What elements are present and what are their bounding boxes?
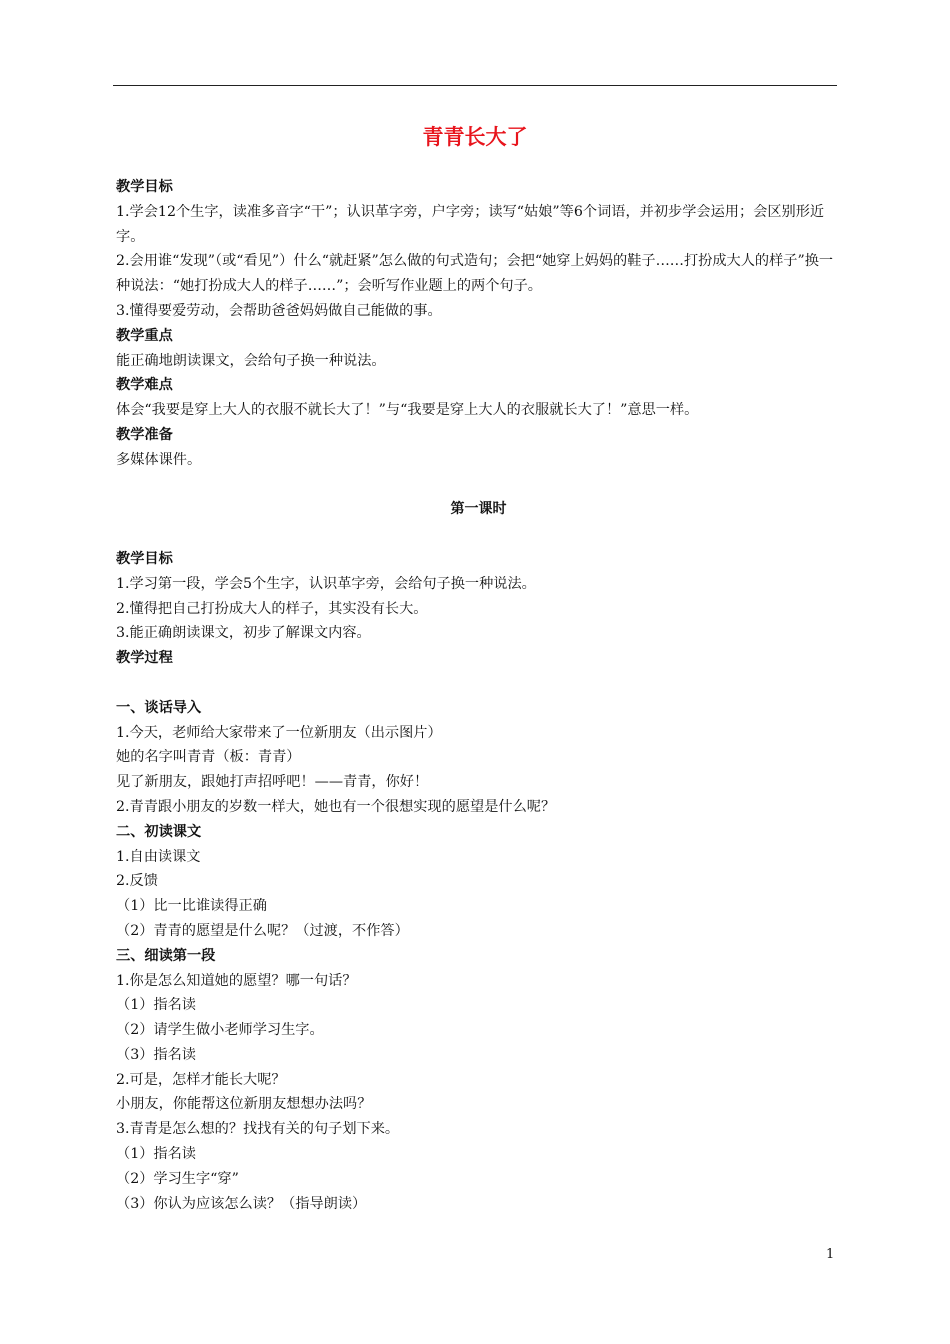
- part3-line: 3.青青是怎么想的？找找有关的句子划下来。: [116, 1121, 400, 1138]
- document-title: 青青长大了: [422, 125, 528, 149]
- part3-line: 2.可是，怎样才能长大呢？: [116, 1071, 286, 1088]
- part3-line: （3）指名读: [116, 1046, 196, 1063]
- spacer: [116, 671, 841, 696]
- part3-heading: 三、细读第一段: [116, 947, 216, 964]
- part1-line: 她的名字叫青青（板：青青）: [116, 749, 301, 766]
- part1-line: 2.青青跟小朋友的岁数一样大，她也有一个很想实现的愿望是什么呢？: [116, 798, 556, 815]
- page-number: 1: [826, 1247, 835, 1262]
- part2-line: （2）青青的愿望是什么呢？（过渡，不作答）: [116, 922, 409, 939]
- part3-line: （2）学习生字“穿”: [116, 1170, 239, 1187]
- difficulty-heading: 教学难点: [116, 377, 173, 394]
- difficulty-text: 体会“我要是穿上大人的衣服不就长大了！”与“我要是穿上大人的衣服就长大了！”意思一样。: [116, 402, 699, 419]
- lesson-goal-item: 3.能正确朗读课文，初步了解课文内容。: [116, 625, 371, 642]
- part1-line: 1.今天，老师给大家带来了一位新朋友（出示图片）: [116, 724, 442, 741]
- part3-line: 小朋友，你能帮这位新朋友想想办法吗？: [116, 1096, 372, 1113]
- part3-line: （1）指名读: [116, 1146, 196, 1163]
- preparation-text: 多媒体课件。: [116, 451, 202, 468]
- part2-line: 1.自由读课文: [116, 848, 201, 865]
- goal-item: 3.懂得要爱劳动，会帮助爸爸妈妈做自己能做的事。: [116, 302, 442, 319]
- preparation-heading: 教学准备: [116, 426, 173, 443]
- document-body: [116, 175, 841, 1216]
- part1-line: 见了新朋友，跟她打声招呼吧！——青青，你好！: [116, 774, 429, 791]
- spacer: [116, 473, 841, 498]
- lesson-goals-heading: 教学目标: [116, 550, 173, 567]
- key-points-heading: 教学重点: [116, 327, 173, 344]
- part3-line: （2）请学生做小老师学习生字。: [116, 1022, 324, 1039]
- spacer: [116, 522, 841, 547]
- part2-heading: 二、初读课文: [116, 823, 202, 840]
- process-heading: 教学过程: [116, 650, 173, 667]
- key-points-text: 能正确地朗读课文，会给句子换一种说法。: [116, 352, 386, 369]
- lesson-goal-item: 1.学习第一段，学会5个生字，认识革字旁，会给句子换一种说法。: [116, 575, 536, 592]
- part2-line: 2.反馈: [116, 873, 158, 890]
- part3-line: 1.你是怎么知道她的愿望？哪一句话？: [116, 972, 357, 989]
- lesson-heading: 第一课时: [450, 501, 507, 518]
- part3-line: （1）指名读: [116, 997, 196, 1014]
- header-rule: [113, 85, 837, 86]
- goal-item: 2.会用谁“发现”（或“看见”）什么“就赶紧”怎么做的句式造句；会把“她穿上妈妈的鞋子……打扮成大人的样子”换一种说法：“她打扮成大人的样子……”；会听写作业题上的两个句子。: [116, 253, 834, 295]
- goals-heading: 教学目标: [116, 179, 173, 195]
- goal-item: 1.学会12个生字，读准多音字“干”；认识革字旁，户字旁；读写“姑娘”等6个词语，并初步学会运用；会区别形近字。: [116, 203, 825, 245]
- part1-heading: 一、谈话导入: [116, 699, 202, 716]
- lesson-goal-item: 2.懂得把自己打扮成大人的样子，其实没有长大。: [116, 600, 428, 617]
- part3-line: （3）你认为应该怎么读？（指导朗读）: [116, 1195, 367, 1212]
- part2-line: （1）比一比谁读得正确: [116, 898, 267, 915]
